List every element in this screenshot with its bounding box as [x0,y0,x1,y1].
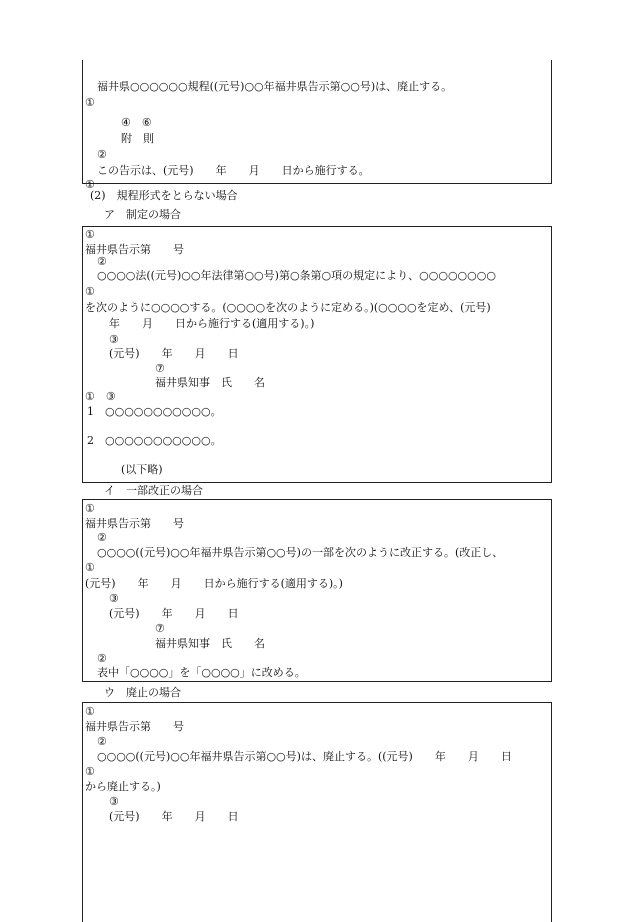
body-text: ○○○○((元号)○○年福井県告示第○○号)の一部を次のように改正する。(改正し、 [97,546,504,559]
marker: ② [97,652,107,665]
marker: ① [85,765,95,778]
abolition-example-box [82,60,552,191]
marker: ① [85,96,95,109]
body-text: 年 月 日から施行する(適用する)。) [109,317,315,330]
marker: ① [85,228,95,241]
list-item: 1 ○○○○○○○○○○○。 [87,405,222,418]
body-text: から廃止する。) [85,780,161,793]
signer-line: 福井県知事 氏 名 [155,376,265,389]
marker: ① [85,561,95,574]
list-item: 2 ○○○○○○○○○○○。 [87,434,222,447]
supplementary-provisions-heading: 附 則 [121,132,154,145]
enforcement-text: この告示は、(元号) 年 月 日から施行する。 [97,164,370,177]
body-text: ○○○○((元号)○○年福井県告示第○○号)は、廃止する。((元号) 年 月 日 [97,750,512,763]
marker: ① [85,178,95,191]
marker: ④ ⑥ [121,116,152,129]
body-text: (元号) 年 月 日から施行する(適用する)。) [85,577,343,590]
marker: ① [85,502,95,515]
subsection-heading-a: ア 制定の場合 [104,208,181,221]
marker: ① ③ [85,390,116,403]
marker: ② [97,735,107,748]
marker: ① [85,285,95,298]
date-line: (元号) 年 月 日 [109,607,239,620]
body-text: ○○○○法((元号)○○年法律第○○号)第○条第○項の規定により、○○○○○○○○ [97,269,496,282]
notice-number: 福井県告示第 号 [85,243,184,256]
omitted-note: (以下略) [121,463,163,476]
marker: ③ [109,592,119,605]
abolition-case-example-box [82,702,552,922]
body-text: 表中「○○○○」を「○○○○」に改める。 [97,666,306,679]
marker: ③ [109,333,119,346]
marker: ② [97,148,107,161]
marker: ⑦ [155,622,165,635]
abolition-text: 福井県○○○○○○規程((元号)○○年福井県告示第○○号)は、廃止する。 [97,80,453,93]
signer-line: 福井県知事 氏 名 [155,637,265,650]
marker: ② [97,255,107,268]
date-line: (元号) 年 月 日 [109,810,239,823]
notice-number: 福井県告示第 号 [85,517,184,530]
marker: ③ [109,795,119,808]
partial-amendment-example-box [82,499,552,682]
notice-number: 福井県告示第 号 [85,720,184,733]
date-line: (元号) 年 月 日 [109,347,239,360]
enactment-example-box [82,226,552,483]
marker: ② [97,531,107,544]
section-heading: (2) 規程形式をとらない場合 [90,189,238,202]
subsection-heading-u: ウ 廃止の場合 [104,686,181,699]
marker: ① [85,705,95,718]
subsection-heading-i: イ 一部改正の場合 [104,484,203,497]
body-text: を次のように○○○○する。(○○○○を次のように定める。)(○○○○を定め、(元号) [85,301,491,314]
marker: ⑦ [155,362,165,375]
